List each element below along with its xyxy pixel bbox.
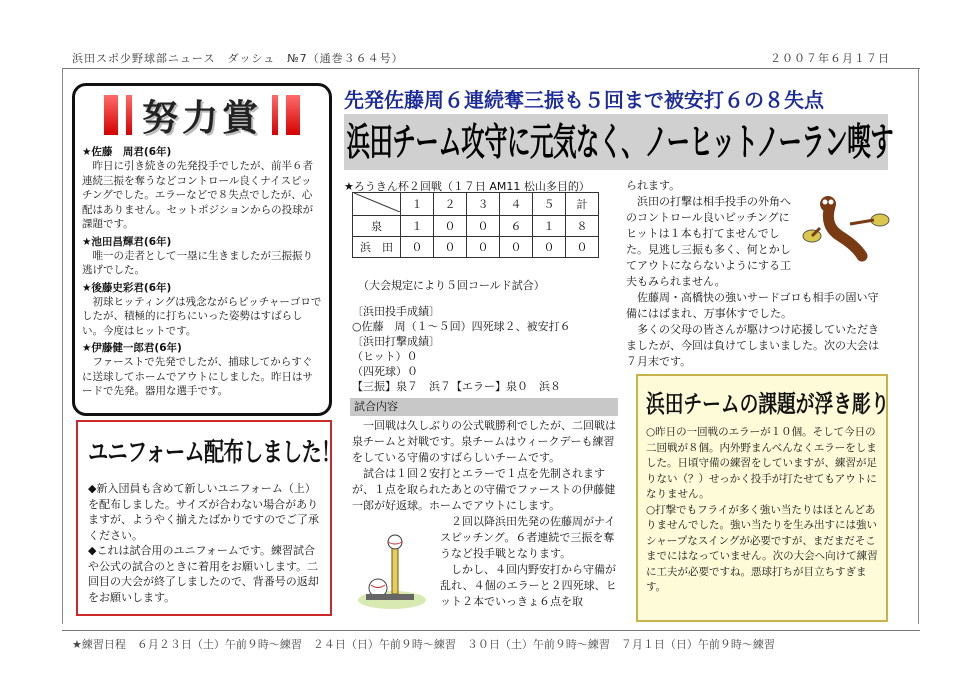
main-headline-banner [344,114,894,170]
award-title: 努力賞 [141,97,262,139]
result-line: 〔浜田投手成績〕 [352,305,440,318]
effort-award-box [72,83,332,416]
right-paragraph: 多くの父母の皆さんが駆けつけ応援していただきましたが、今回は負けてしまいました。次の大会は７月末です。 [626,323,879,368]
score-header-cell: 計 [566,193,599,216]
sub-headline: 先発佐藤周６連続奪三振も５回まで被安打６の８失点 [344,88,824,112]
game-note: （大会規定により５回コールド試合） [358,279,545,292]
score-cell: ０ [467,216,500,237]
uniform-paragraph: ◆これは試合用のユニフォームです。練習試合や公式の試合のときに着用をお願いします。二回目の大会が終了しましたので、背番号の返却をお願いします。 [88,544,319,604]
score-cell: ６ [500,216,533,237]
right-paragraph: 浜田の打撃は相手投手の外角へのコントロール良いピッチングにヒットは１本も打てませんでした。見逃し三振も多く、何とかしてアウトにならないようにする工夫もみられません。 [626,195,791,288]
score-header-row [353,193,599,216]
game-title: ★ろうきん杯２回戦（１７日 AM11 松山多目的） [344,180,590,193]
game-content-lower [440,514,620,610]
right-paragraph: 佐藤周・高橋快の強いサードゴロも相手の固い守備にはばまれ、万事休すでした。 [626,291,879,320]
score-cell: ０ [467,237,500,258]
right-paragraph: られます。 [626,179,681,192]
award-text: 唯一の走者として一塁に生きましたが三振振り逃げでした。 [82,249,313,276]
left-margin-line [62,68,63,624]
score-cell: ０ [533,237,566,258]
result-line: （ヒット）０ [352,350,418,363]
score-cell: ８ [566,216,599,237]
award-name: ★後藤史彩君(6年) [82,281,172,294]
issues-paragraph: ○昨日の一回戦のエラーが１０個。そして今日の二回戦が８個。内外野まんべんなくエラーをしました。日頃守備の練習をしていますが、練習が足りない（？）せっかく投手が打たせてもアウトになりません。 [646,426,877,500]
score-cell: ０ [434,216,467,237]
score-team-cell: 浜 田 [353,237,401,258]
score-header-cell: ３ [467,193,500,216]
header-date: ２００７年６月１７日 [770,52,890,65]
award-bar-right [286,95,300,135]
result-line: （四死球）０ [352,365,418,378]
result-line: 【三振】泉７ 浜７【エラー】泉０ 浜８ [352,380,561,393]
issues-title: 浜田チームの課題が浮き彫り [646,390,890,418]
score-cell: ０ [434,237,467,258]
uniform-title: ユニフォーム配布しました！ [88,438,341,468]
game-paragraph: 一回戦は久しぶりの公式戦勝利でしたが、二回戦は泉チームと対戦です。泉チームはウィークデーも練習をしている守備のすばらしいチームです。 [352,419,616,464]
score-cell: ０ [500,237,533,258]
diagonal-line [354,193,400,212]
award-bar-right-thin [272,95,278,135]
score-table [352,192,599,258]
score-cell: ０ [401,237,434,258]
score-header-cell: １ [401,193,434,216]
main-headline: 浜田チーム攻守に元気なく、ノーヒットノーラン喫す [346,120,894,164]
score-header-cell: ５ [533,193,566,216]
score-cell: １ [533,216,566,237]
header-newsletter-title: 浜田スポ少野球部ニュース ダッシュ №7（通巻３６４号） [72,52,404,65]
award-badge [82,92,322,138]
footer-divider [62,630,920,631]
award-name: ★伊藤健一郎君(6年) [82,342,182,354]
right-margin-line [918,68,919,624]
issues-paragraph: ○打撃でもフライが多く強い当たりはほとんどありませんでした。強い当たりを生み出すには強いシャープなスイングが必要ですが、まだまだそこまでにはなっていません。次の大会へ向けて練習に工夫が必要ですね。悪球打ちが目立ちすぎます。 [646,503,878,593]
score-header-cell: ４ [500,193,533,216]
uniform-paragraph: ◆新入団員も含めて新しいユニフォーム（上）を配布しました。サイズが合わない場合がありますが、ようやく揃えたばかりですのでご了承ください。 [88,482,319,542]
score-corner-cell [353,193,401,216]
award-bar-left-thin [126,95,132,135]
uniform-notice-box [76,420,341,616]
practice-schedule: ★練習日程 ６月２３日（土）午前９時～練習 ２４日（日）午前９時～練習 ３０日（土）午前９時～練習 ７月１日（日）午前９時～練習 [72,638,775,651]
result-line: 〔浜田打撃成績〕 [352,335,440,348]
award-text: 初球ヒッティングは残念ながらピッチャーゴロでしたが、積極的に打ちにいった姿勢はすばらしい。今度はヒットです。 [82,295,322,337]
award-text: ファーストで先発でしたが、捕球してからすぐに送球してホームでアウトにしました。昨日はサードで先発。器用な選手です。 [82,356,313,397]
award-name: ★佐藤 周君(6年) [82,146,172,158]
issues-box [636,374,888,622]
baseball-trophy-illustration [352,530,434,612]
game-paragraph: 試合は１回２安打とエラーで１点を先制されますが、１点を取られたあとの守備でファーストの伊藤健一郎が好返球。ホームでアウトにします。 [352,467,616,512]
game-content [352,418,620,514]
score-cell: １ [401,216,434,237]
award-text: 昨日に引き続きの先発投手でしたが、前半６者連続三振を奪うなどコントロール良くナイスピッチングでした。エラーなどで８失点でしたが、心配はありません。セットポジションからの投球が課題です。 [82,160,314,230]
score-cell: ０ [566,237,599,258]
score-row [353,216,599,237]
game-paragraph: ２回以降浜田先発の佐藤周がナイスピッチング。６者連続で三振を奪うなど投手戦となります。 [440,515,616,560]
award-bar-left [104,95,118,135]
award-name: ★池田昌輝君(6年) [82,235,172,248]
score-team-cell: 泉 [353,216,401,237]
worm-character-illustration [800,196,890,264]
game-content-label: 試合内容 [350,398,618,416]
game-results [352,304,571,394]
score-header-cell: ２ [434,193,467,216]
game-paragraph: しかし、４回内野安打から守備が乱れ、４個のエラーと２四死球、ヒット２本でいっきょ６点を取 [440,563,617,608]
header-divider [62,68,920,69]
score-row [353,237,599,258]
result-line: ○佐藤 周（１～５回）四死球２、被安打６ [352,320,571,333]
